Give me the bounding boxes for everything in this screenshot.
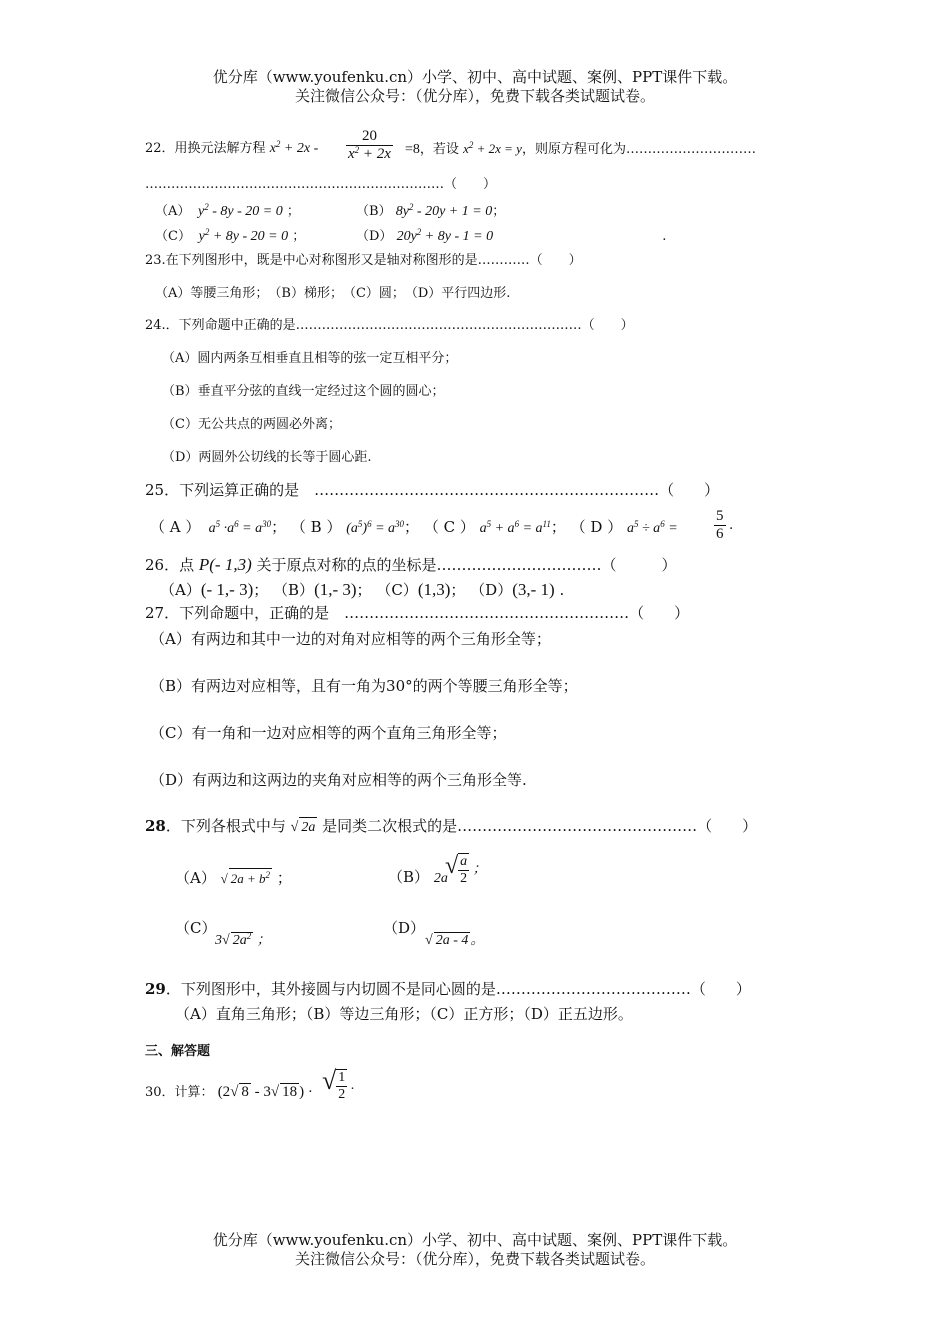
page-footer-line1: 优分库（www.youfenku.cn）小学、初中、高中试题、案例、PPT课件下载。 bbox=[212, 1231, 738, 1249]
q23-stem: 23.在下列图形中，既是中心对称图形又是轴对称图形的是…………（ ） bbox=[145, 253, 582, 268]
q25-fraction: $\frac{5}{6}$ . bbox=[716, 508, 733, 542]
q26-options: （A）(- 1,- 3)； （B）(1,- 3)； （C）(1,3)； （D）(3,- 1) . bbox=[160, 580, 565, 599]
q22-option-a: （A） $y^2 - 8y - 20 = 0$ ； bbox=[155, 202, 300, 219]
q26-stem: 26．点 P(- 1,3) 关于原点对称的点的坐标是……………………………（ ） bbox=[145, 555, 677, 574]
q28-option-d-radical: √ 2a - 4 。 bbox=[425, 933, 485, 948]
q22-stem: 22．用换元法解方程 $x^2 + 2x$ - bbox=[145, 139, 319, 156]
q22-fraction: $\frac{20}{x^2 + 2x}$ bbox=[348, 128, 391, 162]
q22-stem-line2: ……………………………………………………………（ ） bbox=[145, 177, 497, 192]
q28-option-b-radical: √ $\frac{a}{2}$ ； bbox=[445, 853, 487, 886]
q25-options: （ A ） $a^5 \cdot a^6 = a^{30}$； （ B ） $(a^5)^6 = a^{30}$； （ C ） $a^5 + a^6 = a^{11}$； （ D ） $a^5 \div a^6$ = bbox=[150, 518, 678, 536]
q27-stem: 27．下列命题中，正确的是 …………………………………………………（ ） bbox=[145, 604, 690, 622]
q29-options: （A）直角三角形；（B）等边三角形；（C）正方形；（D）正五边形。 bbox=[175, 1005, 633, 1023]
q28-stem: 28．下列各根式中与 √ 2a 是同类二次根式的是…………………………………………（ ） bbox=[145, 817, 758, 835]
q22-option-d: （D） $20y^2 + 8y - 1 = 0$ . bbox=[356, 227, 667, 244]
q29-stem: 29．下列图形中，其外接圆与内切圆不是同心圆的是…………………………………（ ） bbox=[145, 980, 751, 998]
q25-stem: 25．下列运算正确的是 ……………………………………………………………（ ） bbox=[145, 481, 720, 499]
q27-option-d: （D）有两边和这两边的夹角对应相等的两个三角形全等. bbox=[150, 771, 527, 789]
q28-option-c: （C） bbox=[175, 919, 217, 937]
q22-option-c: （C） $y^2 + 8y - 20 = 0$ ； bbox=[155, 227, 306, 244]
q22-equation: $x^2 + 2x$ - bbox=[269, 139, 319, 156]
q28-option-d: （D） bbox=[383, 919, 426, 937]
q28-option-c-radical: 3√ $2a^2$ ； bbox=[215, 931, 271, 948]
q27-option-c: （C）有一角和一边对应相等的两个直角三角形全等； bbox=[150, 724, 507, 742]
q28-option-a: （A） √ $2a + b^2$ ； bbox=[175, 869, 292, 887]
q30-stem: 30．计算： (2√ 8 - 3√ 18 ) · bbox=[145, 1084, 313, 1100]
q24-option-d: （D）两圆外公切线的长等于圆心距. bbox=[162, 450, 372, 465]
page-header-line2: 关注微信公众号：（优分库），免费下载各类试题试卷。 bbox=[294, 87, 655, 105]
q24-stem: 24.．下列命题中正确的是…………………………………………………………（ ） bbox=[145, 318, 634, 333]
q30-radical: √ $\frac{1}{2}$ . bbox=[322, 1066, 355, 1102]
q23-options: （A）等腰三角形； （B）梯形； （C）圆； （D）平行四边形. bbox=[155, 286, 511, 301]
page-header-line1: 优分库（www.youfenku.cn）小学、初中、高中试题、案例、PPT课件下载。 bbox=[212, 68, 738, 86]
q22-option-b: （B） $8y^2 - 20y + 1 = 0$； bbox=[356, 202, 506, 219]
q22-stem-cont: =8，若设 $x^2 + 2x = y$，则原方程可化为………………………… bbox=[405, 140, 756, 157]
section3-title: 三、解答题 bbox=[145, 1044, 211, 1059]
q24-option-b: （B）垂直平分弦的直线一定经过这个圆的圆心； bbox=[162, 384, 445, 399]
q27-option-a: （A）有两边和其中一边的对角对应相等的两个三角形全等； bbox=[150, 630, 551, 648]
page-footer-line2: 关注微信公众号：（优分库），免费下载各类试题试卷。 bbox=[294, 1250, 655, 1268]
q27-option-b: （B）有两边对应相等，且有一角为30°的两个等腰三角形全等； bbox=[150, 677, 578, 695]
q24-option-c: （C）无公共点的两圆必外离； bbox=[162, 417, 341, 432]
q24-option-a: （A）圆内两条互相垂直且相等的弦一定互相平分； bbox=[162, 351, 458, 366]
q28-option-b: （B） 2a bbox=[388, 868, 448, 886]
